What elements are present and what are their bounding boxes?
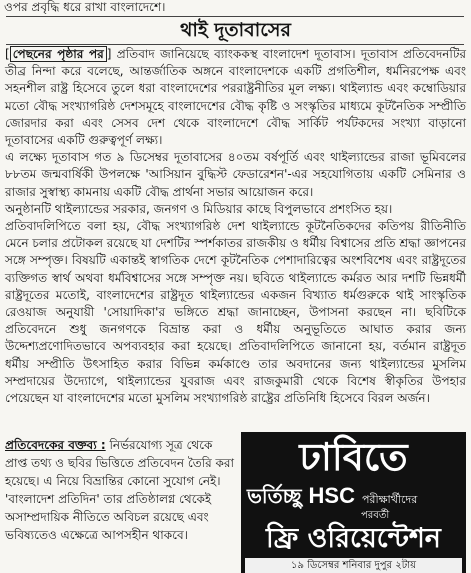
ad-text: পরীক্ষার্থীদের [361,493,418,506]
ad-orientation: ফ্রি ওরিয়েন্টেশন [266,523,441,554]
ad-subline [247,484,417,512]
previous-article-line: ওপর প্রবৃদ্ধি ধরে রাখা বাংলাদেশে। [4,0,166,14]
continuation-tag: পেছনের পৃষ্ঠার পর [10,46,107,62]
article-paragraph: প্রতিবাদলিপিতে বলা হয়, বৌদ্ধ সংখ্যাগরিষ্ঠ দেশ থাইল্যান্ডে কূটনৈতিকদের কতিপয় রীতিনীতি মেনে চলার প্রটোকল রয়েছে যা দেশটির স্পর্শকাতর রাজকীয় ও ধর্মীয় বিশ্বাসের প্রতি শ্রদ্ধা জ্ঞাপনের সঙ্গে সম্পৃক্ত। বিষয়টি একান্তই স্বাগতিক দেশে কূটনৈতিক পেশাদারিত্বের অংশবিশেষ এবং রাষ্ট্রদূতের ব্যক্তিগত স্বার্থ অথবা ধর্মবিশ্বাসের সঙ্গে সম্পৃক্ত নয়। ছবিতে থাইল্যান্ডে কর্মরত আর দশটি ভিন্নধর্মী রাষ্ট্রদূতের মতোই, বাংলাদেশের রাষ্ট্রদূত থাইল্যান্ডের একজন বিখ্যাত ধর্মগুরুকে থাই সাংস্কৃতিক রেওয়াজ অনুযায়ী 'সোয়াদিকা'র ভঙ্গিতে শ্রদ্ধা জানাচ্ছেন, উপাসনা করছেন না। ছবিটিকে প্রতিবেদনে শুধু জনগণকে বিভ্রান্ত করা ও ধর্মীয় অনুভূতিতে আঘাত করার জন্য উদ্দেশ্যপ্রণোদিতভাবে অপব্যবহার করা হয়েছে। প্রতিবাদলিপিতে জানানো হয়, বর্তমান রাষ্ট্রদূত ধর্মীয় সম্প্রীতি উৎসাহিত করার বিভিন্ন কর্মকাণ্ডে তার অবদানের জন্য থাইল্যান্ডের মুসলিম সম্প্রদায়ের উদ্যোগে, থাইল্যান্ডের যুবরাজ এবং রাজকুমারী থেকে বিশেষ স্বীকৃতির উপহার পেয়েছেন যা বাংলাদেশের মতো মুসলিম সংখ্যাগরিষ্ঠ রাষ্ট্রের প্রতিনিধি হিসেবে বিরল অর্জন। [5,219,466,406]
reporter-note [5,436,235,544]
article-paragraph: [ পেছনের পৃষ্ঠার পর ] প্রতিবাদ জানিয়েছে ব্যাংককস্থ বাংলাদেশ দূতাবাস। দূতাবাস প্রতিবেদনটির তীব্র নিন্দা করে বলেছে, আন্তর্জাতিক অঙ্গনে বাংলাদেশকে একটি প্রগতিশীল, ধর্মনিরপেক্ষ এবং সহনশীল রাষ্ট্র হিসেবে তুলে ধরা বাংলাদেশের পররাষ্ট্রনীতির মূল লক্ষ্য। থাইল্যান্ড এবং কম্বোডিয়ার মতো বৌদ্ধ সংখ্যাগরিষ্ঠ দেশসমূহে বাংলাদেশের বৌদ্ধ কৃষ্টি ও সংস্কৃতির মাধ্যমে কূটনৈতিক সম্প্রীতি জোরদার করা এবং সেসব দেশ থেকে বাংলাদেশে বৌদ্ধ সার্কিট পর্যটকদের সংখ্যা বাড়ানো দূতাবাসের একটি গুরুত্বপূর্ণ লক্ষ্য। [5,47,466,148]
article-headline: থাই দূতাবাসের [180,19,291,41]
reporter-note-title: প্রতিবেদকের বক্তব্য : [5,438,106,452]
paragraph-text: প্রতিবাদ জানিয়েছে ব্যাংককস্থ বাংলাদেশ দূতাবাস। দূতাবাস প্রতিবেদনটির তীব্র নিন্দা করে বলেছে, আন্তর্জাতিক অঙ্গনে বাংলাদেশকে একটি প্রগতিশীল, ধর্মনিরপেক্ষ এবং সহনশীল রাষ্ট্র হিসেবে তুলে ধরা বাংলাদেশের পররাষ্ট্রনীতির মূল লক্ষ্য। থাইল্যান্ড এবং কম্বোডিয়ার মতো বৌদ্ধ সংখ্যাগরিষ্ঠ দেশসমূহে বাংলাদেশের বৌদ্ধ কৃষ্টি ও সংস্কৃতির মাধ্যমে কূটনৈতিক সম্প্রীতি জোরদার করা এবং সেসব দেশ থেকে বাংলাদেশে বৌদ্ধ সার্কিট পর্যটকদের সংখ্যা বাড়ানো দূতাবাসের একটি গুরুত্বপূর্ণ লক্ষ্য। [5,47,466,148]
top-rule [6,16,464,17]
article-paragraph: এ লক্ষ্যে দূতাবাস গত ৯ ডিসেম্বর দূতাবাসের ৪০তম বর্ষপূর্তি এবং থাইল্যান্ডের রাজা ভূমিবলের ৮৮তম জন্মবার্ষিকী উপলক্ষে 'আসিয়ান বুদ্ধিস্ট ফেডারেশন'-এর সহযোগিতায় একটি সেমিনার ও রাজার সুস্বাস্থ্য কামনায় একটি বৌদ্ধ প্রার্থনা সভার আয়োজন করে। [5,150,466,199]
advertisement [241,432,466,573]
ad-next-label: পরবর্তী [361,510,390,521]
ad-headline: ঢাবিতে [299,435,408,479]
article-paragraph: অনুষ্ঠানটি থাইল্যান্ডের সরকার, জনগণ ও মিডিয়ার কাছে বিপুলভাবে প্রশংসিত হয়। [5,201,393,216]
ad-hsc: HSC [308,483,355,508]
ad-date-strip: ১৯ ডিসেম্বর শনিবার দুপুর ২টায় [245,558,462,573]
article-body [5,46,466,407]
headline-rule [6,44,464,45]
reporter-note-body: নির্ভরযোগ্য সূত্র থেকে প্রাপ্ত তথ্য ও ছবির ভিত্তিতে প্রতিবেদন তৈরি করা হয়েছে। এ নিয়ে বিভ্রান্তির কোনো সুযোগ নেই। 'বাংলাদেশ প্রতিদিন' তার প্রতিষ্ঠালগ্ন থেকেই অসাম্প্রদায়িক নীতিতে অবিচল রয়েছে এবং ভবিষ্যতেও এক্ষেত্রে আপসহীন থাকবে। [5,438,235,542]
ad-text: ভর্তিচ্ছু [247,484,302,508]
